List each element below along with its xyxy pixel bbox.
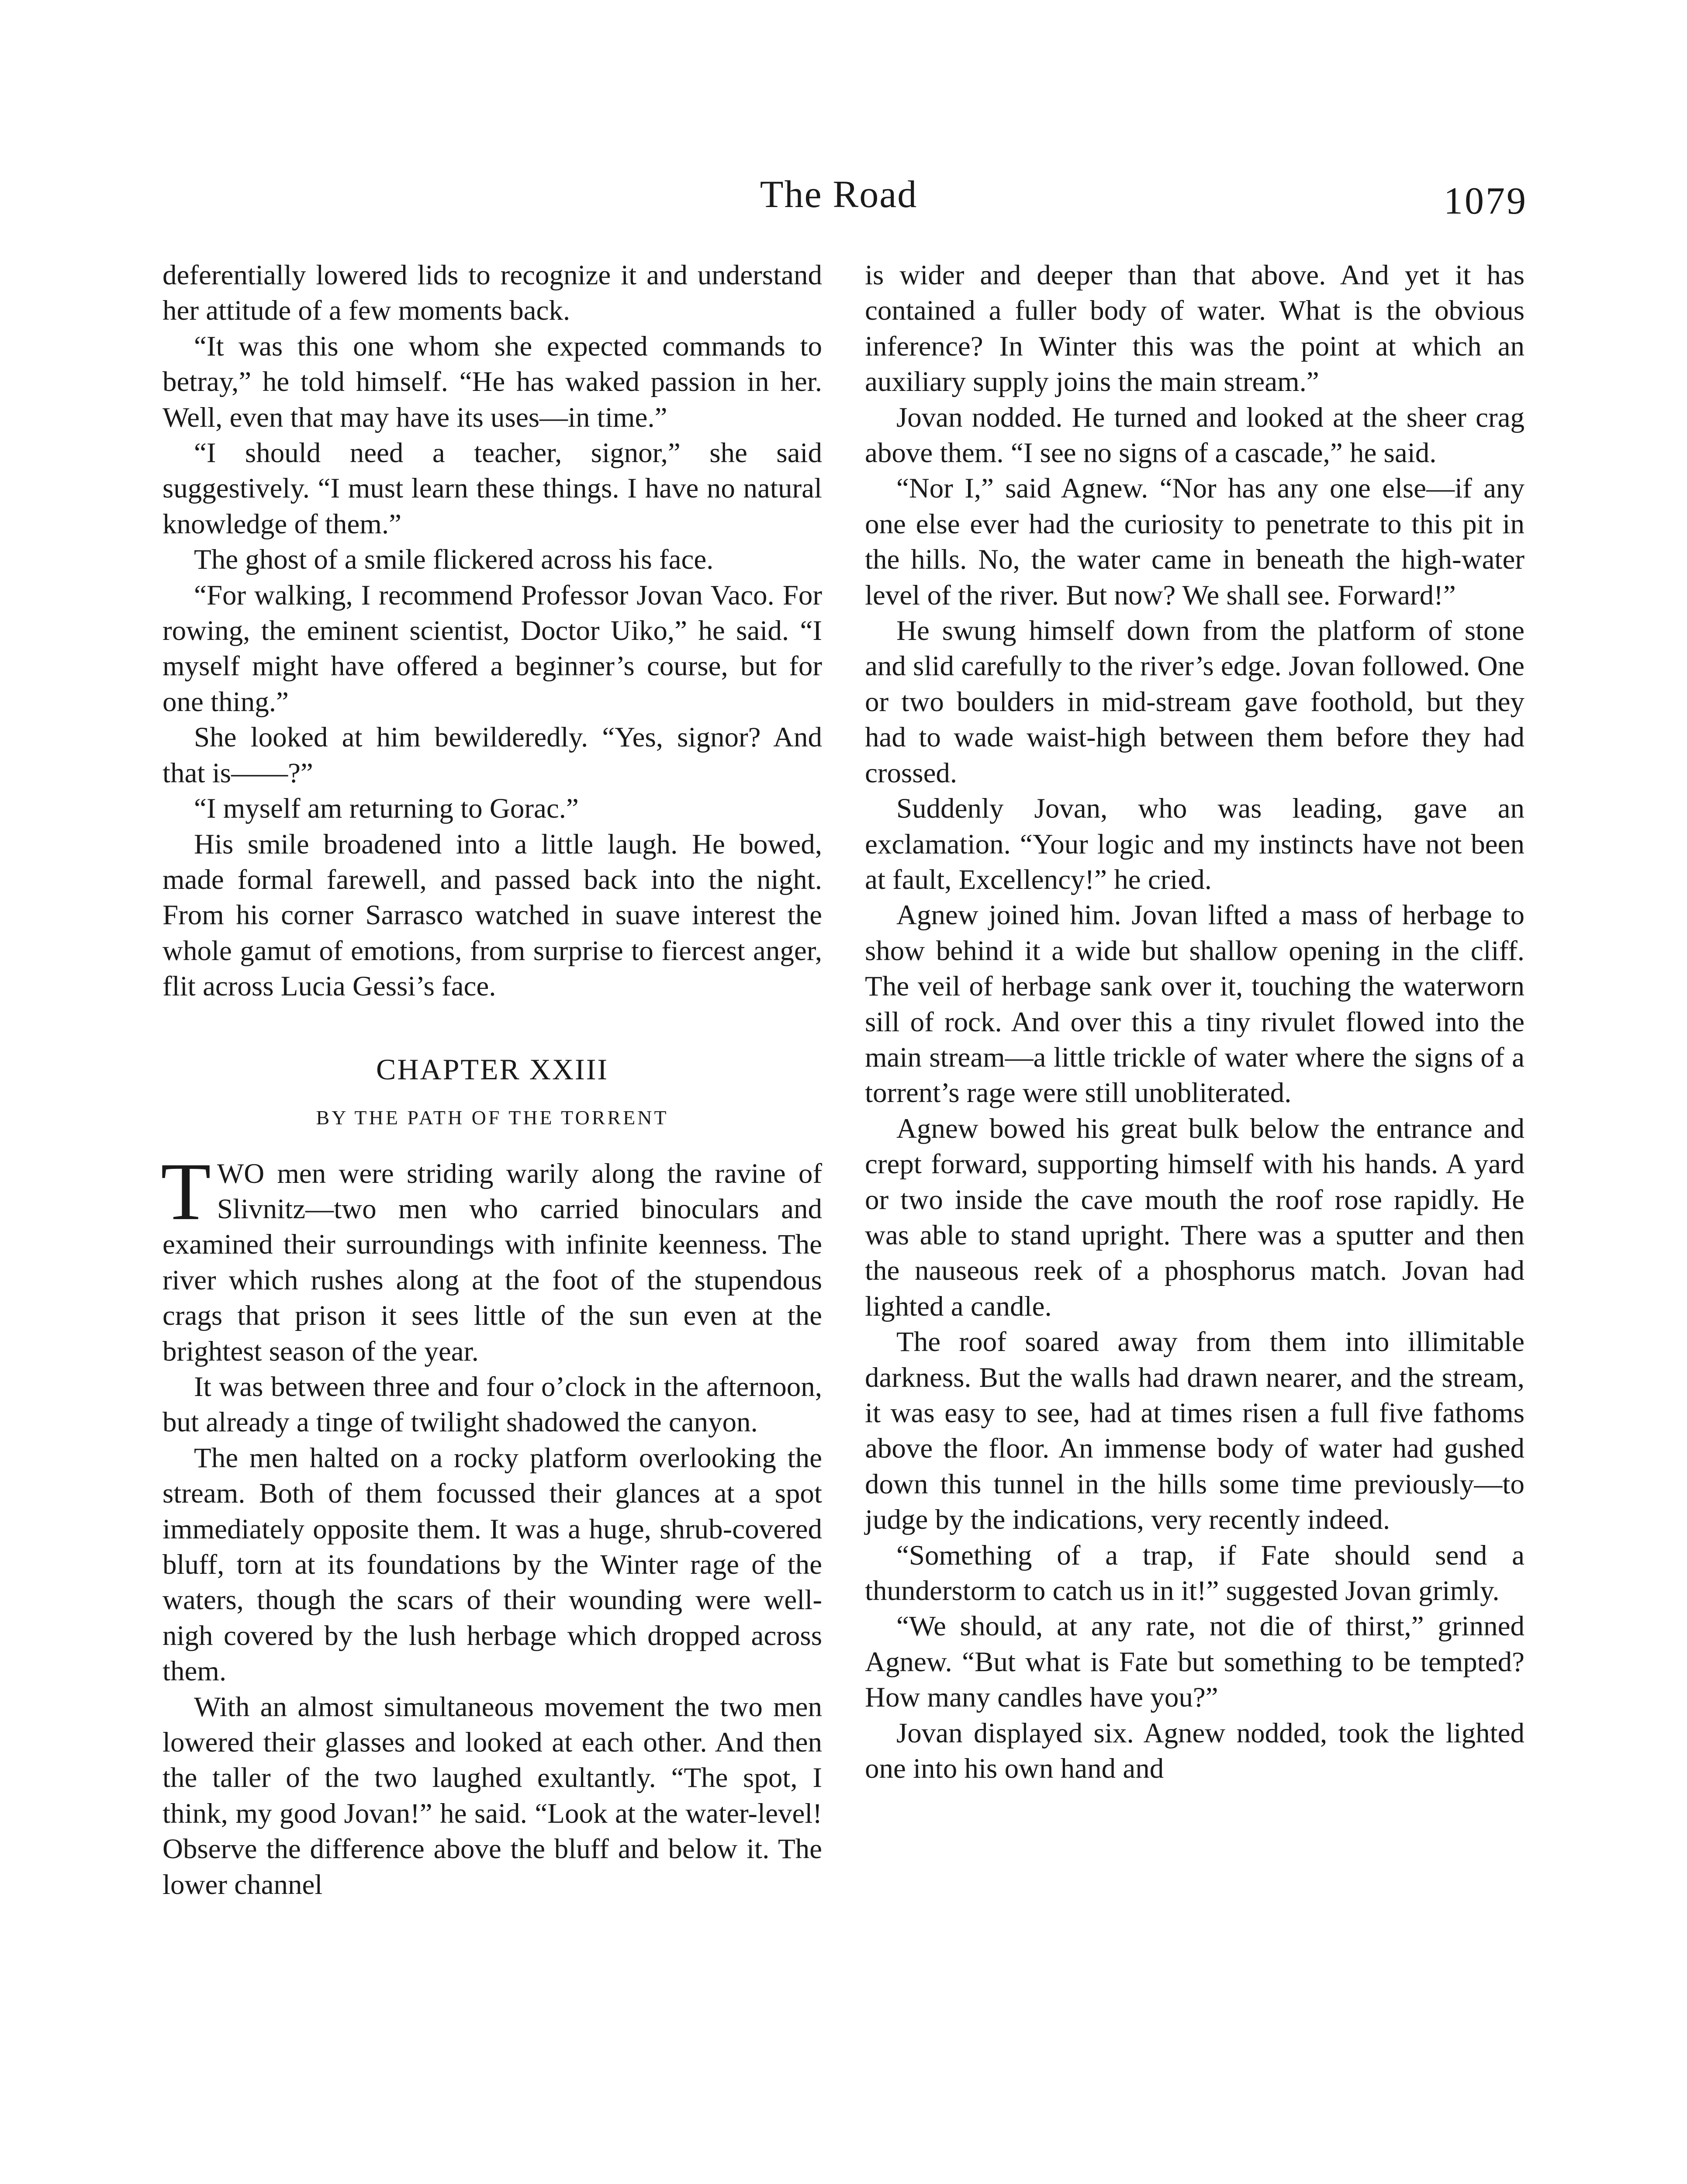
paragraph: “It was this one whom she expected commands to betray,” he told himself. “He has waked passion in her. Well, even that may have its uses—in time.”	[162, 330, 822, 433]
paragraph: “Nor I,” said Agnew. “Nor has any one else—if any one else ever had the curiosity to penetrate to this pit in the hills. No, the water came in beneath the high-water level of the river. But now? We shall see. Forward!”	[865, 473, 1525, 611]
paragraph: He swung himself down from the platform of stone and slid carefully to the river’s edge. Jovan followed. One or two boulders in mid-stream gave foothold, but they had to wade waist-high between them before they had crossed.	[865, 615, 1525, 789]
right-column	[865, 258, 1525, 1787]
paragraph: She looked at him bewilderedly. “Yes, signor? And that is——?”	[162, 722, 822, 789]
drop-cap: T	[161, 1145, 211, 1237]
paragraph: “For walking, I recommend Professor Jovan Vaco. For rowing, the eminent scientist, Doctor Uiko,” he said. “I myself might have offered a beginner’s course, but for one thing.”	[162, 579, 822, 718]
chapter-title: CHAPTER XXIII	[376, 1052, 608, 1086]
paragraph: “We should, at any rate, not die of thirst,” grinned Agnew. “But what is Fate but something to be tempted? How many candles have you?”	[865, 1610, 1525, 1714]
paragraph: “I myself am returning to Gorac.”	[194, 793, 579, 825]
paragraph: Agnew joined him. Jovan lifted a mass of herbage to show behind it a wide but shallow opening in the cliff. The veil of herbage sank over it, touching the waterworn sill of rock. And over this a tiny rivulet flowed into the main stream—a little trickle of water where the signs of a torrent’s rage were still unobliterated.	[865, 899, 1525, 1109]
paragraph: deferentially lowered lids to recognize it and understand her attitude of a few moments back.	[162, 259, 822, 327]
paragraph: is wider and deeper than that above. And yet it has contained a fuller body of water. What is the obvious inference? In Winter this was the point at which an auxiliary supply joins the main stream.”	[865, 259, 1525, 398]
running-title: The Road	[760, 173, 918, 216]
paragraph: Suddenly Jovan, who was leading, gave an exclamation. “Your logic and my instincts have not been at fault, Excellency!” he cried.	[865, 793, 1525, 895]
paragraph: Jovan nodded. He turned and looked at the sheer crag above them. “I see no signs of a cascade,” he said.	[865, 401, 1525, 469]
paragraph: It was between three and four o’clock in the afternoon, but already a tinge of twilight shadowed the canyon.	[162, 1371, 822, 1438]
paragraph: With an almost simultaneous movement the two men lowered their glasses and looked at each other. And then the taller of the two laughed exultantly. “The spot, I think, my good Jovan!” he said. “Look at the water-level! Observe the difference above the bluff and below it. The lower channel	[162, 1691, 822, 1901]
paragraph: “I should need a teacher, signor,” she said suggestively. “I must learn these things. I have no natural knowledge of them.”	[162, 437, 822, 540]
chapter-subtitle: BY THE PATH OF THE TORRENT	[316, 1106, 669, 1129]
paragraph: Jovan displayed six. Agnew nodded, took the lighted one into his own hand and	[865, 1717, 1525, 1785]
paragraph: The ghost of a smile flickered across his face.	[194, 544, 714, 576]
paragraph: The roof soared away from them into illimitable darkness. But the walls had drawn nearer, and the stream, it was easy to see, had at times risen a full five fathoms above the floor. An immense body of water had gushed down this tunnel in the hills some time previously—to judge by the indications, very recently indeed.	[865, 1326, 1525, 1536]
paragraph: Agnew bowed his great bulk below the entrance and crept forward, supporting himself with his hands. A yard or two inside the cave mouth the roof rose rapidly. He was able to stand upright. There was a sputter and then the nauseous reek of a phosphorus match. Jovan had lighted a candle.	[865, 1113, 1525, 1322]
paragraph: “Something of a trap, if Fate should send a thunderstorm to catch us in it!” suggested Jovan grimly.	[865, 1539, 1525, 1607]
chapter-opening-paragraph	[161, 1145, 822, 1369]
left-column	[162, 258, 822, 1903]
opening-text: WO men were striding warily along the ravine of Slivnitz—two men who carried binoculars and examined their surroundings with infinite keenness. The river which rushes along at the foot of the stupendous crags that prison it sees little of the sun even at the brightest season of the year.	[162, 1158, 822, 1367]
paragraph: His smile broadened into a little laugh. He bowed, made formal farewell, and passed back into the night. From his corner Sarrasco watched in suave interest the whole gamut of emotions, from surprise to fiercest anger, flit across Lucia Gessi’s face.	[162, 828, 822, 1002]
page-number: 1079	[1444, 180, 1528, 222]
paragraph: The men halted on a rocky platform overlooking the stream. Both of them focussed their glances at a spot immediately opposite them. It was a huge, shrub-covered bluff, torn at its foundations by the Winter rage of the waters, though the scars of their wounding were well-nigh covered by the lush herbage which dropped across them.	[162, 1442, 822, 1687]
